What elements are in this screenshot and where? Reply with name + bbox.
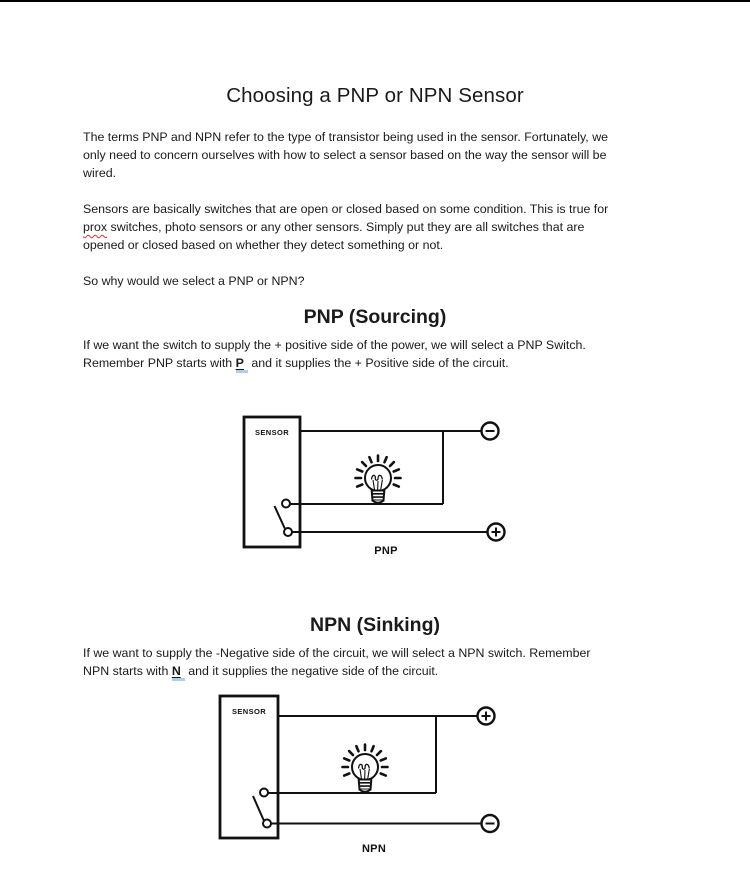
switch-terminal	[282, 500, 290, 508]
paragraph-line	[83, 662, 591, 680]
light-bulb-icon	[356, 456, 401, 503]
npn-section-heading: NPN (Sinking)	[310, 614, 440, 636]
paragraph-line: wired.	[83, 166, 117, 180]
npn-paragraph	[83, 644, 591, 680]
paragraph-text: Remember PNP starts with	[83, 356, 236, 370]
paragraph-line: So why would we select a PNP or NPN?	[83, 274, 305, 288]
grammar-suggestion-mark	[172, 664, 185, 681]
pnp-circuit-diagram	[240, 414, 510, 560]
diagram-caption: NPN	[361, 843, 387, 855]
switch-icon	[275, 500, 293, 537]
paragraph-line: Sensors are basically switches that are open or closed based on some condition. This is true for	[83, 202, 609, 216]
diagram-caption: PNP	[374, 545, 398, 557]
grammar-suggestion-mark	[236, 356, 248, 373]
switch-lever	[275, 506, 285, 529]
paragraph-text: and it supplies the + Positive side of the circuit.	[247, 356, 509, 370]
intro-paragraph	[83, 128, 608, 182]
paragraph-line: If we want to supply the -Negative side of the circuit, we will select a NPN switch. Remember	[83, 646, 591, 660]
paragraph-line: only need to concern ourselves with how to select a sensor based on the way the sensor will be	[83, 148, 607, 162]
switch-terminal	[284, 528, 292, 536]
paragraph-line: The terms PNP and NPN refer to the type of transistor being used in the sensor. Fortunately, we	[83, 130, 609, 144]
page-title: Choosing a PNP or NPN Sensor	[226, 84, 524, 107]
minus-terminal-icon	[482, 423, 499, 440]
paragraph-text: NPN starts with	[83, 664, 172, 678]
plus-terminal-icon	[478, 708, 495, 725]
emphasized-letter: P	[235, 356, 244, 370]
npn-circuit-diagram	[216, 692, 506, 862]
question-paragraph	[83, 272, 305, 290]
page-top-border	[0, 0, 750, 2]
sensor-box-label: SENSOR	[254, 428, 290, 437]
misspelled-word: prox	[83, 220, 108, 234]
pnp-paragraph	[83, 336, 586, 372]
pnp-section-heading: PNP (Sourcing)	[303, 306, 447, 328]
light-bulb-icon	[343, 745, 388, 792]
paragraph-line	[83, 218, 608, 236]
switch-lever	[253, 796, 264, 821]
paragraph-line: If we want the switch to supply the + positive side of the power, we will select a PNP Switch.	[83, 338, 586, 352]
plus-terminal-icon	[488, 524, 505, 541]
switch-icon	[253, 789, 271, 828]
sensor-box-label: SENSOR	[231, 707, 267, 716]
paragraph-text: switches, photo sensors or any other sensors. Simply put they are all switches that are	[107, 220, 585, 234]
switch-terminal	[263, 820, 271, 828]
paragraph-text: and it supplies the negative side of the circuit.	[184, 664, 439, 678]
paragraph-line: opened or closed based on whether they detect something or not.	[83, 238, 444, 252]
minus-terminal-icon	[482, 815, 499, 832]
sensor-box	[220, 696, 278, 838]
switch-terminal	[260, 789, 268, 797]
paragraph-line	[83, 354, 586, 372]
emphasized-letter: N	[171, 664, 181, 678]
sensors-paragraph	[83, 200, 608, 254]
